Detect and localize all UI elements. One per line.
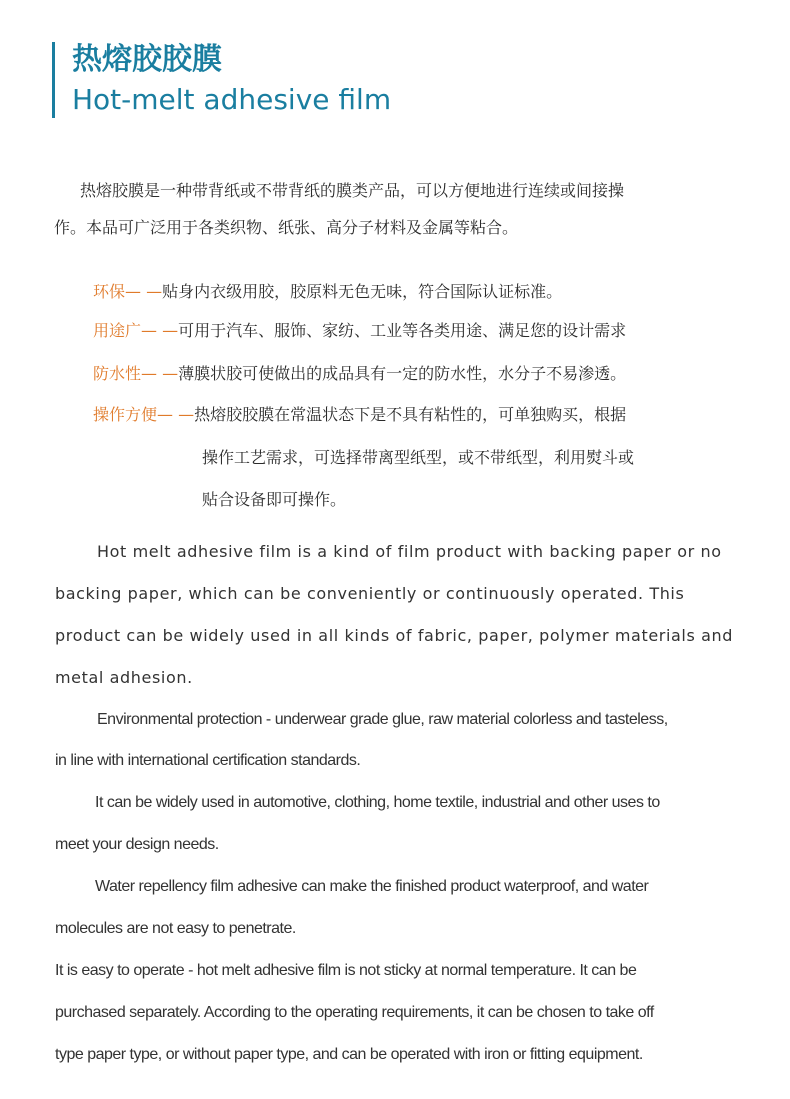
cn-intro-line-1: 热熔胶膜是一种带背纸或不带背纸的膜类产品，可以方便地进行连续或间接操 <box>80 181 625 200</box>
feature-waterproof-text: 薄膜状胶可使做出的成品具有一定的防水性，水分子不易渗透。 <box>178 364 627 383</box>
en-intro-line-2: backing paper, which can be conveniently or continuously operated. This <box>55 584 685 603</box>
feature-convenient-text: 热熔胶胶膜在常温状态下是不具有粘性的，可单独购买，根据 <box>194 405 627 424</box>
en-intro-line-3: product can be widely used in all kinds of fabric, paper, polymer materials and <box>55 626 733 645</box>
cn-intro-line-2: 作。本品可广泛用于各类织物、纸张、高分子材料及金属等粘合。 <box>54 218 519 237</box>
en-intro-line-4: metal adhesion. <box>55 668 193 687</box>
feature-usage-label: 用途广— — <box>93 321 179 340</box>
en-use-line-1: It can be widely used in automotive, clothing, home textile, industrial and other uses to <box>95 794 660 811</box>
feature-waterproof <box>93 359 626 388</box>
page-title-cn: 热熔胶胶膜 <box>72 42 222 77</box>
en-op-line-1: It is easy to operate - hot melt adhesive film is not sticky at normal temperature. It can be <box>55 962 637 979</box>
en-intro-line-1: Hot melt adhesive film is a kind of film product with backing paper or no <box>97 542 722 561</box>
feature-convenient-label: 操作方便— — <box>93 405 195 424</box>
feature-eco-label: 环保— — <box>93 282 163 301</box>
feature-eco <box>93 277 562 306</box>
feature-convenient <box>93 400 626 429</box>
en-water-line-1: Water repellency film adhesive can make the finished product waterproof, and water <box>95 878 649 895</box>
en-water-line-2: molecules are not easy to penetrate. <box>55 920 296 937</box>
feature-usage-text: 可用于汽车、服饰、家纺、工业等各类用途、满足您的设计需求 <box>178 321 627 340</box>
en-env-line-2: in line with international certification standards. <box>55 752 361 769</box>
feature-usage <box>93 316 626 345</box>
title-block <box>52 42 392 118</box>
feature-waterproof-label: 防水性— — <box>93 364 179 383</box>
page-title-en: Hot-melt adhesive film <box>72 83 392 116</box>
feature-convenient-cont-1: 操作工艺需求，可选择带离型纸型，或不带纸型，利用熨斗或 <box>202 448 635 467</box>
feature-eco-text: 贴身内衣级用胶，胶原料无色无味，符合国际认证标准。 <box>162 282 563 301</box>
cn-intro-paragraph <box>54 172 714 246</box>
en-op-line-2: purchased separately. According to the operating requirements, it can be chosen to take off <box>55 1004 654 1021</box>
feature-convenient-cont-2: 贴合设备即可操作。 <box>202 490 347 509</box>
en-use-line-2: meet your design needs. <box>55 836 219 853</box>
en-op-line-3: type paper type, or without paper type, and can be operated with iron or fitting equipment. <box>55 1046 643 1063</box>
en-env-line-1: Environmental protection - underwear grade glue, raw material colorless and tasteless, <box>97 711 668 728</box>
